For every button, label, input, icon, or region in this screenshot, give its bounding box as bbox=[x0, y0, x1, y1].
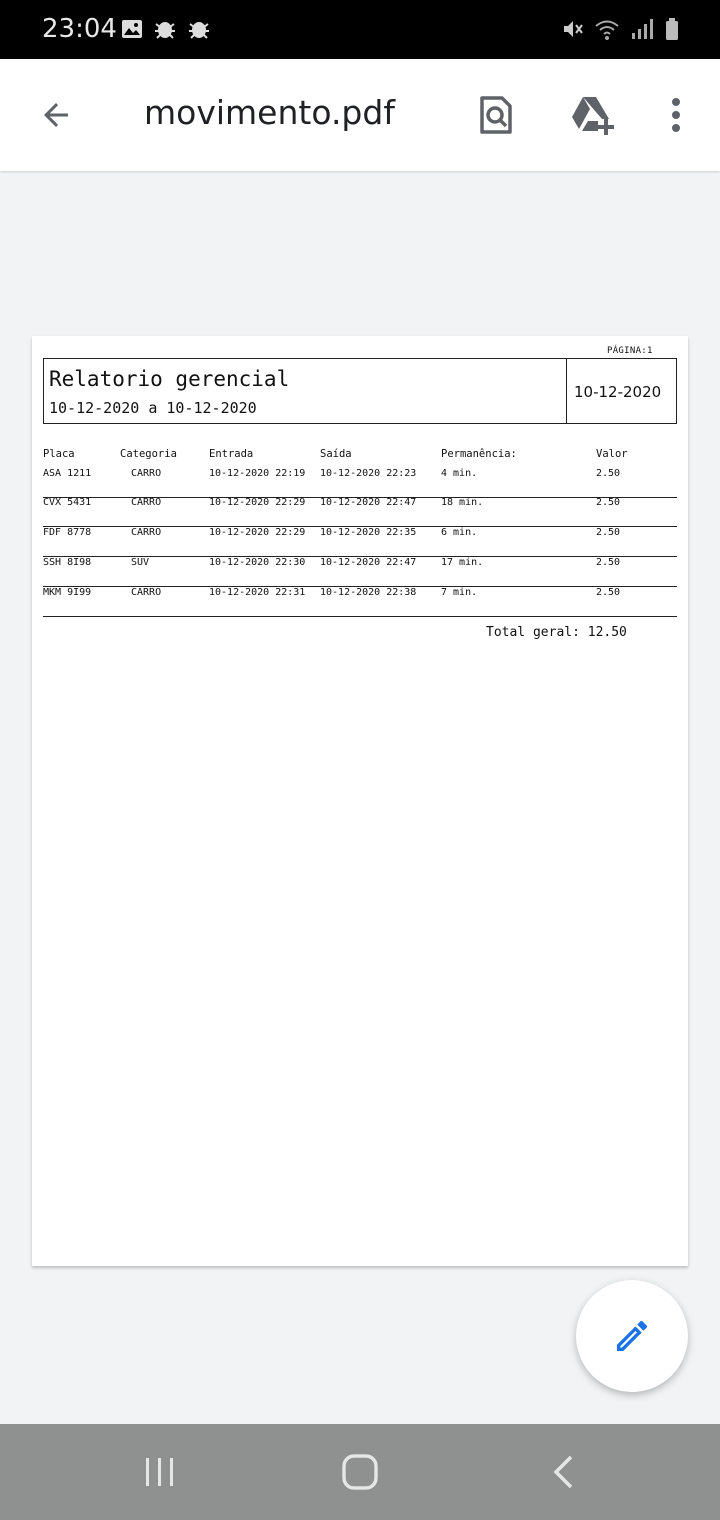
cell-entrada: 10-12-2020 22:30 bbox=[209, 557, 306, 568]
more-vert-icon bbox=[670, 97, 682, 133]
notification-icons bbox=[121, 17, 211, 41]
column-header-permanencia: Permanência: bbox=[441, 448, 517, 460]
table-row bbox=[43, 527, 677, 557]
cell-categoria: CARRO bbox=[131, 468, 162, 479]
edit-pencil-icon bbox=[612, 1316, 652, 1356]
battery-icon bbox=[664, 17, 680, 41]
table-row bbox=[43, 557, 677, 587]
cell-permanencia: 18 min. bbox=[441, 497, 484, 508]
cell-entrada: 10-12-2020 22:29 bbox=[209, 497, 306, 508]
cell-categoria: CARRO bbox=[131, 497, 162, 508]
cell-categoria: CARRO bbox=[131, 527, 162, 538]
cell-valor: 2.50 bbox=[596, 587, 621, 598]
document-title: movimento.pdf bbox=[144, 93, 395, 132]
back-arrow-icon bbox=[38, 97, 74, 133]
status-time: 23:04 bbox=[42, 14, 117, 44]
cell-entrada: 10-12-2020 22:19 bbox=[209, 468, 306, 479]
cell-placa: CVX 5431 bbox=[43, 497, 92, 508]
cell-placa: FDF 8778 bbox=[43, 527, 92, 538]
cell-entrada: 10-12-2020 22:31 bbox=[209, 587, 306, 598]
cell-valor: 2.50 bbox=[596, 557, 621, 568]
cell-saida: 10-12-2020 22:47 bbox=[320, 557, 417, 568]
report-title: Relatorio gerencial bbox=[49, 367, 290, 391]
cell-saida: 10-12-2020 22:23 bbox=[320, 468, 417, 479]
header-divider bbox=[566, 359, 567, 423]
bug-icon bbox=[153, 18, 177, 40]
find-in-page-button[interactable] bbox=[470, 89, 522, 141]
cell-placa: ASA 1211 bbox=[43, 468, 92, 479]
cell-permanencia: 17 min. bbox=[441, 557, 484, 568]
home-icon bbox=[341, 1454, 379, 1490]
cell-entrada: 10-12-2020 22:29 bbox=[209, 527, 306, 538]
cell-permanencia: 6 min. bbox=[441, 527, 478, 538]
pdf-page[interactable] bbox=[32, 336, 688, 1266]
cell-permanencia: 7 min. bbox=[441, 587, 478, 598]
back-icon bbox=[551, 1454, 575, 1490]
navigation-bar bbox=[0, 1424, 720, 1520]
cell-categoria: CARRO bbox=[131, 587, 162, 598]
column-header-placa: Placa bbox=[43, 448, 75, 460]
column-header-categoria: Categoria bbox=[120, 448, 177, 460]
column-header-entrada: Entrada bbox=[209, 448, 254, 460]
add-to-drive-button[interactable] bbox=[563, 89, 621, 141]
home-button[interactable] bbox=[330, 1446, 390, 1498]
more-options-button[interactable] bbox=[650, 89, 702, 141]
cell-saida: 10-12-2020 22:47 bbox=[320, 497, 417, 508]
app-bar bbox=[0, 59, 720, 171]
find-in-page-icon bbox=[478, 94, 514, 136]
cell-saida: 10-12-2020 22:35 bbox=[320, 527, 417, 538]
cell-placa: MKM 9I99 bbox=[43, 587, 92, 598]
page-label: PÁGINA:1 bbox=[607, 346, 653, 356]
table-row bbox=[43, 468, 677, 498]
report-date-range: 10-12-2020 a 10-12-2020 bbox=[49, 399, 257, 417]
cell-saida: 10-12-2020 22:38 bbox=[320, 587, 417, 598]
edit-button[interactable] bbox=[576, 1280, 688, 1392]
recent-apps-button[interactable] bbox=[130, 1446, 190, 1498]
cell-valor: 2.50 bbox=[596, 468, 621, 479]
system-icons bbox=[560, 16, 680, 42]
cell-valor: 2.50 bbox=[596, 497, 621, 508]
wifi-icon bbox=[594, 17, 620, 41]
image-icon bbox=[121, 19, 143, 39]
bug-icon bbox=[187, 18, 211, 40]
column-header-saida: Saída bbox=[320, 448, 352, 460]
cell-valor: 2.50 bbox=[596, 527, 621, 538]
column-header-valor: Valor bbox=[596, 448, 628, 460]
report-total: Total geral: 12.50 bbox=[486, 625, 627, 640]
table-row bbox=[43, 587, 677, 617]
cell-permanencia: 4 min. bbox=[441, 468, 478, 479]
recent-apps-icon bbox=[143, 1456, 177, 1488]
back-button[interactable] bbox=[30, 89, 82, 141]
system-back-button[interactable] bbox=[533, 1446, 593, 1498]
report-header bbox=[43, 358, 677, 424]
status-bar bbox=[0, 0, 720, 59]
cell-categoria: SUV bbox=[131, 557, 150, 568]
report-date: 10-12-2020 bbox=[574, 383, 662, 401]
signal-icon bbox=[630, 17, 654, 41]
cell-placa: SSH 8I98 bbox=[43, 557, 92, 568]
mute-icon bbox=[560, 17, 584, 41]
table-row bbox=[43, 497, 677, 527]
add-to-drive-icon bbox=[568, 95, 616, 135]
